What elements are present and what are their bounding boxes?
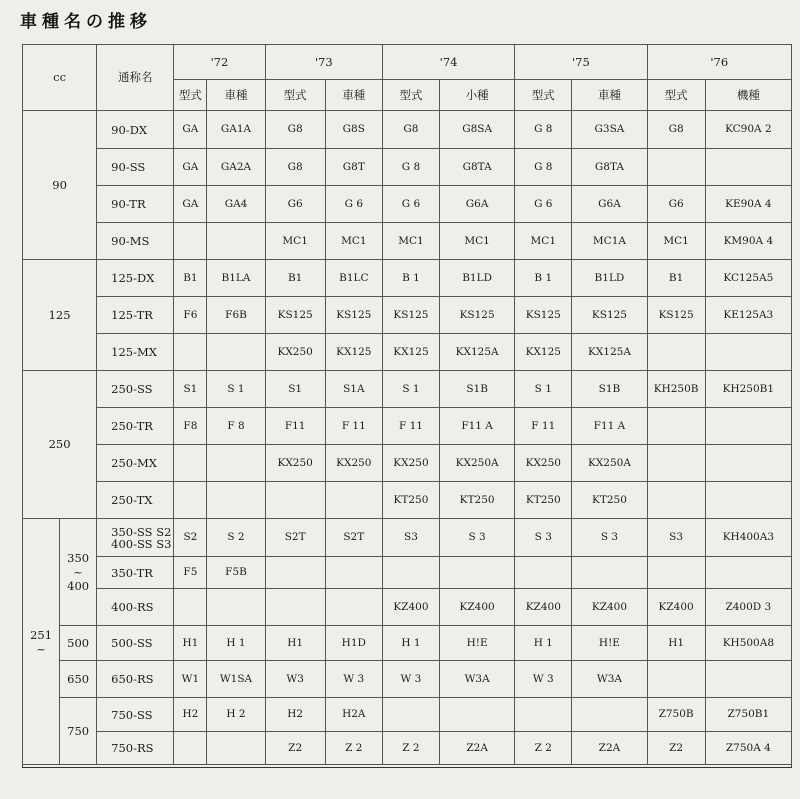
model-code-cell: KT250 bbox=[572, 482, 647, 519]
model-code-cell: S1A bbox=[325, 371, 382, 408]
model-code-cell: H 2 bbox=[207, 698, 265, 732]
type-code-cell: H2 bbox=[174, 698, 207, 732]
table-row bbox=[23, 297, 792, 334]
table-row bbox=[23, 149, 792, 186]
type-code-cell: MC1 bbox=[265, 223, 325, 260]
header-type: 型式 bbox=[382, 80, 439, 111]
type-code-cell: F5 bbox=[174, 557, 207, 589]
type-code-cell bbox=[382, 557, 439, 589]
type-code-cell: S3 bbox=[382, 519, 439, 557]
type-code-cell: B 1 bbox=[382, 260, 439, 297]
type-code-cell bbox=[647, 557, 705, 589]
model-code-cell bbox=[325, 589, 382, 626]
type-code-cell: G 8 bbox=[382, 149, 439, 186]
type-code-cell bbox=[647, 482, 705, 519]
model-name: 500-SS bbox=[111, 636, 153, 650]
model-code-cell bbox=[325, 557, 382, 589]
model-code-cell: F11 A bbox=[440, 408, 515, 445]
type-code-cell bbox=[515, 557, 572, 589]
table-row bbox=[23, 519, 792, 557]
type-code-cell: KS125 bbox=[265, 297, 325, 334]
table-row bbox=[23, 111, 792, 149]
model-code-cell bbox=[440, 698, 515, 732]
model-code-cell bbox=[325, 482, 382, 519]
model-code-cell: S 3 bbox=[440, 519, 515, 557]
type-code-cell: H 1 bbox=[382, 626, 439, 661]
model-code-cell: KE90A 4 bbox=[705, 186, 791, 223]
type-code-cell: G 8 bbox=[515, 149, 572, 186]
group-650: 650 bbox=[60, 661, 97, 698]
model-code-cell: W1SA bbox=[207, 661, 265, 698]
model-code-cell: H 1 bbox=[207, 626, 265, 661]
type-code-cell bbox=[265, 482, 325, 519]
type-code-cell: S 1 bbox=[382, 371, 439, 408]
model-code-cell: MC1A bbox=[572, 223, 647, 260]
model-name: 750-RS bbox=[111, 741, 154, 755]
model-code-cell: KC90A 2 bbox=[705, 111, 791, 149]
model-code-cell: F5B bbox=[207, 557, 265, 589]
model-code-cell: KS125 bbox=[440, 297, 515, 334]
model-name-cell bbox=[97, 334, 174, 371]
model-name: 125-TR bbox=[111, 308, 153, 322]
type-code-cell: KS125 bbox=[382, 297, 439, 334]
type-code-cell: KX250 bbox=[382, 445, 439, 482]
model-code-cell: G 6 bbox=[325, 186, 382, 223]
model-code-cell: KM90A 4 bbox=[705, 223, 791, 260]
type-code-cell: S2T bbox=[265, 519, 325, 557]
model-code-cell: Z 2 bbox=[325, 732, 382, 765]
model-code-cell: KX125A bbox=[440, 334, 515, 371]
model-code-cell: F6B bbox=[207, 297, 265, 334]
type-code-cell: KS125 bbox=[647, 297, 705, 334]
type-code-cell: KS125 bbox=[515, 297, 572, 334]
header-type: 型式 bbox=[174, 80, 207, 111]
type-code-cell: H1 bbox=[265, 626, 325, 661]
type-code-cell bbox=[265, 557, 325, 589]
header-model: 車種 bbox=[207, 80, 265, 111]
table-row bbox=[23, 557, 792, 589]
table-row bbox=[23, 482, 792, 519]
type-code-cell: GA bbox=[174, 149, 207, 186]
model-code-cell: H2A bbox=[325, 698, 382, 732]
header-cc: cc bbox=[23, 45, 97, 111]
model-name-cell bbox=[97, 111, 174, 149]
model-code-cell: KX125A bbox=[572, 334, 647, 371]
model-name: 90-SS bbox=[111, 160, 146, 174]
model-code-cell: KH400A3 bbox=[705, 519, 791, 557]
group-251 bbox=[23, 519, 60, 765]
header-type: 型式 bbox=[265, 80, 325, 111]
type-code-cell: H1 bbox=[647, 626, 705, 661]
model-code-cell: H1D bbox=[325, 626, 382, 661]
model-code-cell: S1B bbox=[440, 371, 515, 408]
model-code-cell: KE125A3 bbox=[705, 297, 791, 334]
table-row bbox=[23, 186, 792, 223]
type-code-cell: S 1 bbox=[515, 371, 572, 408]
type-code-cell: MC1 bbox=[382, 223, 439, 260]
model-code-cell bbox=[705, 408, 791, 445]
type-code-cell: G 6 bbox=[515, 186, 572, 223]
type-code-cell bbox=[174, 732, 207, 765]
model-code-cell: KX250A bbox=[572, 445, 647, 482]
type-code-cell: S1 bbox=[265, 371, 325, 408]
type-code-cell: Z2 bbox=[647, 732, 705, 765]
type-code-cell bbox=[647, 408, 705, 445]
model-code-cell bbox=[705, 482, 791, 519]
model-code-cell: KX125 bbox=[325, 334, 382, 371]
model-code-cell: B1LD bbox=[440, 260, 515, 297]
type-code-cell: G8 bbox=[647, 111, 705, 149]
model-code-cell bbox=[207, 223, 265, 260]
type-code-cell bbox=[382, 698, 439, 732]
model-code-cell: G8TA bbox=[440, 149, 515, 186]
model-name-table bbox=[22, 44, 792, 765]
header-type: 型式 bbox=[515, 80, 572, 111]
type-code-cell: Z2 bbox=[265, 732, 325, 765]
model-name-cell bbox=[97, 482, 174, 519]
model-code-cell: H!E bbox=[572, 626, 647, 661]
model-code-cell: KH500A8 bbox=[705, 626, 791, 661]
type-code-cell: KH250B bbox=[647, 371, 705, 408]
group-250: 250 bbox=[23, 371, 97, 519]
table-row bbox=[23, 698, 792, 732]
model-name: 125-MX bbox=[111, 345, 157, 359]
model-name: 400-RS bbox=[111, 600, 154, 614]
type-code-cell: KX250 bbox=[265, 334, 325, 371]
table-row bbox=[23, 445, 792, 482]
model-code-cell: G8SA bbox=[440, 111, 515, 149]
page-title: 車種名の推移 bbox=[20, 12, 152, 32]
model-code-cell: G8TA bbox=[572, 149, 647, 186]
table-row bbox=[23, 626, 792, 661]
model-code-cell: S 3 bbox=[572, 519, 647, 557]
model-name-cell bbox=[97, 661, 174, 698]
type-code-cell: F8 bbox=[174, 408, 207, 445]
model-code-cell bbox=[207, 445, 265, 482]
type-code-cell: W 3 bbox=[382, 661, 439, 698]
model-code-cell: S 2 bbox=[207, 519, 265, 557]
table-row bbox=[23, 408, 792, 445]
model-code-cell: GA4 bbox=[207, 186, 265, 223]
group-350-400-text: 350 ~ 400 bbox=[67, 551, 90, 593]
table-row bbox=[23, 334, 792, 371]
header-year-73: '73 bbox=[265, 45, 382, 80]
model-code-cell bbox=[705, 557, 791, 589]
model-name-cell bbox=[97, 186, 174, 223]
type-code-cell bbox=[647, 661, 705, 698]
model-code-cell bbox=[207, 334, 265, 371]
model-code-cell: W3A bbox=[572, 661, 647, 698]
model-code-cell: G6A bbox=[440, 186, 515, 223]
type-code-cell: F 11 bbox=[515, 408, 572, 445]
type-code-cell: H 1 bbox=[515, 626, 572, 661]
type-code-cell: B1 bbox=[174, 260, 207, 297]
type-code-cell: KX250 bbox=[515, 445, 572, 482]
header-model: 機種 bbox=[705, 80, 791, 111]
group-350-400 bbox=[60, 519, 97, 626]
model-code-cell: B1LC bbox=[325, 260, 382, 297]
type-code-cell: KZ400 bbox=[647, 589, 705, 626]
model-code-cell: KX250A bbox=[440, 445, 515, 482]
model-code-cell: G8T bbox=[325, 149, 382, 186]
type-code-cell: F 11 bbox=[382, 408, 439, 445]
model-name-cell bbox=[97, 557, 174, 589]
model-name: 350-SS S2 400-SS S3 bbox=[111, 524, 172, 551]
type-code-cell bbox=[265, 589, 325, 626]
header-year-76: '76 bbox=[647, 45, 791, 80]
model-code-cell: W 3 bbox=[325, 661, 382, 698]
type-code-cell: B1 bbox=[647, 260, 705, 297]
model-code-cell: W3A bbox=[440, 661, 515, 698]
model-code-cell: KH250B1 bbox=[705, 371, 791, 408]
model-code-cell: KS125 bbox=[572, 297, 647, 334]
type-code-cell bbox=[174, 223, 207, 260]
type-code-cell bbox=[647, 334, 705, 371]
header-name: 通称名 bbox=[97, 45, 174, 111]
header-type: 型式 bbox=[647, 80, 705, 111]
model-name: 125-DX bbox=[111, 271, 155, 285]
type-code-cell: S1 bbox=[174, 371, 207, 408]
group-125: 125 bbox=[23, 260, 97, 371]
type-code-cell: G6 bbox=[647, 186, 705, 223]
type-code-cell: S3 bbox=[647, 519, 705, 557]
type-code-cell bbox=[647, 149, 705, 186]
type-code-cell bbox=[647, 445, 705, 482]
model-name: 350-TR bbox=[111, 565, 153, 580]
model-name-cell bbox=[97, 519, 174, 557]
model-code-cell bbox=[572, 698, 647, 732]
type-code-cell: B 1 bbox=[515, 260, 572, 297]
model-code-cell: H!E bbox=[440, 626, 515, 661]
type-code-cell: H1 bbox=[174, 626, 207, 661]
model-name-cell bbox=[97, 698, 174, 732]
type-code-cell: MC1 bbox=[515, 223, 572, 260]
type-code-cell: G8 bbox=[265, 111, 325, 149]
type-code-cell: W3 bbox=[265, 661, 325, 698]
type-code-cell: GA bbox=[174, 111, 207, 149]
group-500: 500 bbox=[60, 626, 97, 661]
type-code-cell bbox=[174, 482, 207, 519]
model-code-cell bbox=[207, 482, 265, 519]
model-code-cell: B1LD bbox=[572, 260, 647, 297]
model-name-cell bbox=[97, 297, 174, 334]
model-code-cell bbox=[705, 334, 791, 371]
model-code-cell bbox=[705, 445, 791, 482]
type-code-cell: G 6 bbox=[382, 186, 439, 223]
type-code-cell: B1 bbox=[265, 260, 325, 297]
model-name-cell bbox=[97, 445, 174, 482]
type-code-cell: KT250 bbox=[515, 482, 572, 519]
type-code-cell: KT250 bbox=[382, 482, 439, 519]
type-code-cell: W 3 bbox=[515, 661, 572, 698]
model-code-cell bbox=[440, 557, 515, 589]
model-name: 650-RS bbox=[111, 672, 154, 686]
group-90: 90 bbox=[23, 111, 97, 260]
model-code-cell: S1B bbox=[572, 371, 647, 408]
model-code-cell: G6A bbox=[572, 186, 647, 223]
type-code-cell bbox=[174, 334, 207, 371]
model-name-cell bbox=[97, 408, 174, 445]
model-code-cell: KS125 bbox=[325, 297, 382, 334]
type-code-cell: G6 bbox=[265, 186, 325, 223]
table-row bbox=[23, 732, 792, 765]
model-name-cell bbox=[97, 260, 174, 297]
type-code-cell: KZ400 bbox=[382, 589, 439, 626]
model-name: 90-DX bbox=[111, 122, 148, 137]
model-code-cell bbox=[572, 557, 647, 589]
type-code-cell: H2 bbox=[265, 698, 325, 732]
model-code-cell: S 1 bbox=[207, 371, 265, 408]
model-code-cell: Z2A bbox=[440, 732, 515, 765]
type-code-cell: Z750B bbox=[647, 698, 705, 732]
type-code-cell: KZ400 bbox=[515, 589, 572, 626]
model-name: 90-MS bbox=[111, 234, 150, 248]
header-model: 小種 bbox=[440, 80, 515, 111]
type-code-cell: G8 bbox=[382, 111, 439, 149]
header-year-75: '75 bbox=[515, 45, 647, 80]
model-code-cell: Z400D 3 bbox=[705, 589, 791, 626]
model-code-cell: B1LA bbox=[207, 260, 265, 297]
table-row bbox=[23, 589, 792, 626]
type-code-cell: GA bbox=[174, 186, 207, 223]
type-code-cell: F11 bbox=[265, 408, 325, 445]
type-code-cell: S2 bbox=[174, 519, 207, 557]
model-code-cell: GA1A bbox=[207, 111, 265, 149]
model-code-cell: GA2A bbox=[207, 149, 265, 186]
header-year-74: '74 bbox=[382, 45, 514, 80]
model-code-cell: Z2A bbox=[572, 732, 647, 765]
model-code-cell: F11 A bbox=[572, 408, 647, 445]
type-code-cell: KX125 bbox=[382, 334, 439, 371]
model-code-cell: KX250 bbox=[325, 445, 382, 482]
model-name-cell bbox=[97, 589, 174, 626]
type-code-cell bbox=[515, 698, 572, 732]
type-code-cell bbox=[174, 589, 207, 626]
model-name: 250-TR bbox=[111, 419, 153, 433]
model-code-cell bbox=[705, 149, 791, 186]
model-name: 250-MX bbox=[111, 456, 157, 470]
model-code-cell: MC1 bbox=[440, 223, 515, 260]
group-251-text: 251 ~ bbox=[30, 627, 53, 656]
model-code-cell: MC1 bbox=[325, 223, 382, 260]
model-name: 90-TR bbox=[111, 197, 146, 211]
header-model: 車種 bbox=[572, 80, 647, 111]
model-name-cell bbox=[97, 626, 174, 661]
model-name: 750-SS bbox=[111, 707, 153, 722]
model-code-cell: KC125A5 bbox=[705, 260, 791, 297]
model-code-cell: Z750A 4 bbox=[705, 732, 791, 765]
model-code-cell bbox=[207, 732, 265, 765]
model-code-cell: G8S bbox=[325, 111, 382, 149]
type-code-cell: F6 bbox=[174, 297, 207, 334]
type-code-cell: W1 bbox=[174, 661, 207, 698]
model-name-cell bbox=[97, 371, 174, 408]
model-code-cell bbox=[207, 589, 265, 626]
type-code-cell: G 8 bbox=[515, 111, 572, 149]
model-name-cell bbox=[97, 223, 174, 260]
type-code-cell: KX125 bbox=[515, 334, 572, 371]
type-code-cell bbox=[174, 445, 207, 482]
model-code-cell: KZ400 bbox=[440, 589, 515, 626]
model-code-cell: KT250 bbox=[440, 482, 515, 519]
model-code-cell: F 11 bbox=[325, 408, 382, 445]
model-code-cell: KZ400 bbox=[572, 589, 647, 626]
type-code-cell: Z 2 bbox=[515, 732, 572, 765]
table-row bbox=[23, 223, 792, 260]
type-code-cell: KX250 bbox=[265, 445, 325, 482]
type-code-cell: S 3 bbox=[515, 519, 572, 557]
model-name-cell bbox=[97, 732, 174, 765]
model-code-cell: G3SA bbox=[572, 111, 647, 149]
type-code-cell: Z 2 bbox=[382, 732, 439, 765]
model-name-cell bbox=[97, 149, 174, 186]
header-year-72: '72 bbox=[174, 45, 265, 80]
model-name: 250-SS bbox=[111, 382, 153, 396]
model-code-cell: F 8 bbox=[207, 408, 265, 445]
header-model: 車種 bbox=[325, 80, 382, 111]
type-code-cell: MC1 bbox=[647, 223, 705, 260]
model-code-cell: S2T bbox=[325, 519, 382, 557]
type-code-cell: G8 bbox=[265, 149, 325, 186]
group-750: 750 bbox=[60, 698, 97, 765]
model-code-cell bbox=[705, 661, 791, 698]
table-row bbox=[23, 260, 792, 297]
model-name: 250-TX bbox=[111, 493, 153, 507]
model-code-cell: Z750B1 bbox=[705, 698, 791, 732]
table-row bbox=[23, 371, 792, 408]
table-row bbox=[23, 661, 792, 698]
